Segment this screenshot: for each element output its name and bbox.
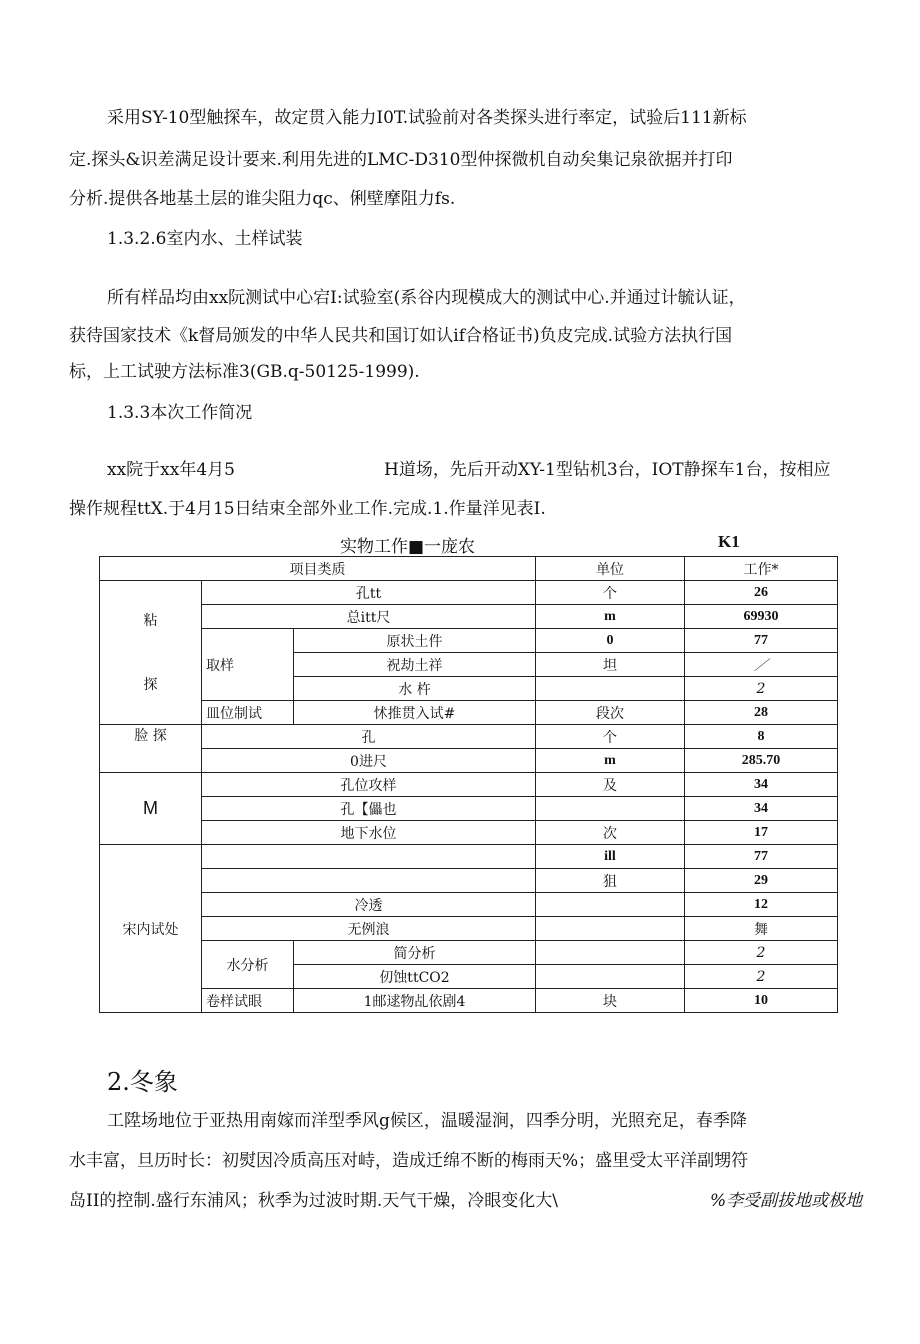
sub-label: 取样 xyxy=(202,629,294,701)
row-unit: 个 xyxy=(536,725,685,749)
table-title: 实物工作■一庞农 xyxy=(340,537,476,557)
header-item: 项目类质 xyxy=(100,557,536,581)
text-line: 工陞场地位于亚热用南嫁而洋型季风g候区，温暖湿涧，四季分明，光照充足，春季降 xyxy=(107,1111,747,1131)
sub-label: 卷样试眼 xyxy=(202,989,294,1013)
row-name: 地下水位 xyxy=(202,821,536,845)
row-unit xyxy=(536,965,685,989)
section-heading: 2.冬象 xyxy=(107,1068,178,1096)
row-name: 怵推贯入试# xyxy=(294,701,536,725)
row-unit xyxy=(536,917,685,941)
row-name: 冷透 xyxy=(202,893,536,917)
row-name: 孔【儡也 xyxy=(202,797,536,821)
row-unit xyxy=(536,677,685,701)
table-row xyxy=(100,869,838,893)
row-unit xyxy=(536,941,685,965)
sub-label: 皿位制试 xyxy=(202,701,294,725)
group-label-line: 探 xyxy=(143,676,158,693)
heading-1326: 1.3.2.6室内水、土样试装 xyxy=(107,229,303,249)
text-line: 分析.提供各地基土层的谁尖阻力qc、俐壁摩阻力fs. xyxy=(69,189,456,209)
group-label-text: 脸 探 xyxy=(134,728,167,744)
row-value: 77 xyxy=(685,845,838,869)
group-label xyxy=(100,581,202,725)
row-value: 34 xyxy=(685,797,838,821)
row-unit: 块 xyxy=(536,989,685,1013)
table-row xyxy=(100,821,838,845)
row-name: 简分析 xyxy=(294,941,536,965)
row-unit: 坦 xyxy=(536,653,685,677)
header-work: 工作* xyxy=(685,557,838,581)
text-line: xx院于xx年4月5 xyxy=(107,460,235,480)
table-row xyxy=(100,629,838,653)
row-value: 29 xyxy=(685,869,838,893)
table-row xyxy=(100,725,838,749)
row-unit: 次 xyxy=(536,821,685,845)
table-header xyxy=(100,557,838,581)
group-label-line: 粘 xyxy=(143,612,158,629)
row-name xyxy=(202,869,536,893)
text-line: 标，上工试驶方法标准3(GB.q-50125-1999). xyxy=(69,362,420,382)
table-row xyxy=(100,941,838,965)
row-value: 舞 xyxy=(685,917,838,941)
table-row xyxy=(100,893,838,917)
group-label: M xyxy=(100,773,202,845)
row-value: 285.70 xyxy=(685,749,838,773)
table-row xyxy=(100,749,838,773)
row-name: 总itt尺 xyxy=(202,605,536,629)
row-unit xyxy=(536,797,685,821)
row-value: 28 xyxy=(685,701,838,725)
work-table xyxy=(99,556,838,1013)
row-unit: ill xyxy=(536,845,685,869)
group-label: 宋内试处 xyxy=(100,845,202,1013)
header-unit: 单位 xyxy=(536,557,685,581)
row-name: 无例浪 xyxy=(202,917,536,941)
table-row xyxy=(100,989,838,1013)
row-value: 8 xyxy=(685,725,838,749)
row-value: 17 xyxy=(685,821,838,845)
row-name: 1邮逑物乩依剧4 xyxy=(294,989,536,1013)
row-unit: 个 xyxy=(536,581,685,605)
row-name: 祝劫土祥 xyxy=(294,653,536,677)
row-unit: 及 xyxy=(536,773,685,797)
text-line: H道场，先后开动XY-1型钻机3台，IOT静探车1台，按相应 xyxy=(384,460,831,480)
row-unit: m xyxy=(536,605,685,629)
sub-label: 水分析 xyxy=(202,941,294,989)
row-value: 69930 xyxy=(685,605,838,629)
row-value: 2 xyxy=(685,965,838,989)
table-row xyxy=(100,701,838,725)
text-line: %李受副拔地或极地 xyxy=(710,1191,863,1211)
row-value: ／ xyxy=(685,653,838,677)
text-line: 获待国家技术《k督局颁发的中华人民共和国订如认if合格证书)负皮完成.试验方法执行国 xyxy=(69,326,733,346)
table-row xyxy=(100,773,838,797)
row-value: 12 xyxy=(685,893,838,917)
text-line: 采用SY-10型触探车，故定贯入能力I0T.试验前对各类探头进行率定，试验后111新标 xyxy=(107,108,747,128)
row-value: 10 xyxy=(685,989,838,1013)
row-value: 77 xyxy=(685,629,838,653)
row-value: 26 xyxy=(685,581,838,605)
row-value: 34 xyxy=(685,773,838,797)
row-name: 孔tt xyxy=(202,581,536,605)
group-label xyxy=(100,725,202,773)
row-unit: 段次 xyxy=(536,701,685,725)
row-name: 孔 xyxy=(202,725,536,749)
table-row xyxy=(100,917,838,941)
row-name: 仞蚀ttCO2 xyxy=(294,965,536,989)
table-tag: K1 xyxy=(718,532,740,551)
row-unit: 狙 xyxy=(536,869,685,893)
heading-133: 1.3.3本次工作简况 xyxy=(107,403,253,423)
row-unit xyxy=(536,893,685,917)
row-name: 孔位攻样 xyxy=(202,773,536,797)
row-name xyxy=(202,845,536,869)
text-line: 定.探头&识差满足设计要来.利用先进的LMC-D310型仲探微机自动矣集记泉欲据并打印 xyxy=(69,150,733,170)
text-line: 操作规程ttX.于4月15日结束全部外业工作.完成.1.作量洋见表I. xyxy=(69,499,546,519)
row-value: 2 xyxy=(685,677,838,701)
row-name: 原状土件 xyxy=(294,629,536,653)
text-line: 岛II的控制.盛行东浦风；秋季为过波时期.天气干燥，冷眼变化大\ xyxy=(69,1191,558,1211)
text-line: 所有样品均由xx阮测试中心宕I:试验室(系谷内现模成大的测试中心.并通过计毓认证， xyxy=(107,288,746,308)
row-name: 0进尺 xyxy=(202,749,536,773)
row-unit: 0 xyxy=(536,629,685,653)
table-row xyxy=(100,797,838,821)
text-line: 水丰富，旦历时长：初熨因冷质高压对峙，造成迁绵不断的梅雨天%；盛里受太平洋副甥符 xyxy=(69,1151,749,1171)
row-name: 水 杵 xyxy=(294,677,536,701)
table-row xyxy=(100,845,838,869)
row-unit: m xyxy=(536,749,685,773)
table-row xyxy=(100,581,838,605)
row-value: 2 xyxy=(685,941,838,965)
table-row xyxy=(100,605,838,629)
